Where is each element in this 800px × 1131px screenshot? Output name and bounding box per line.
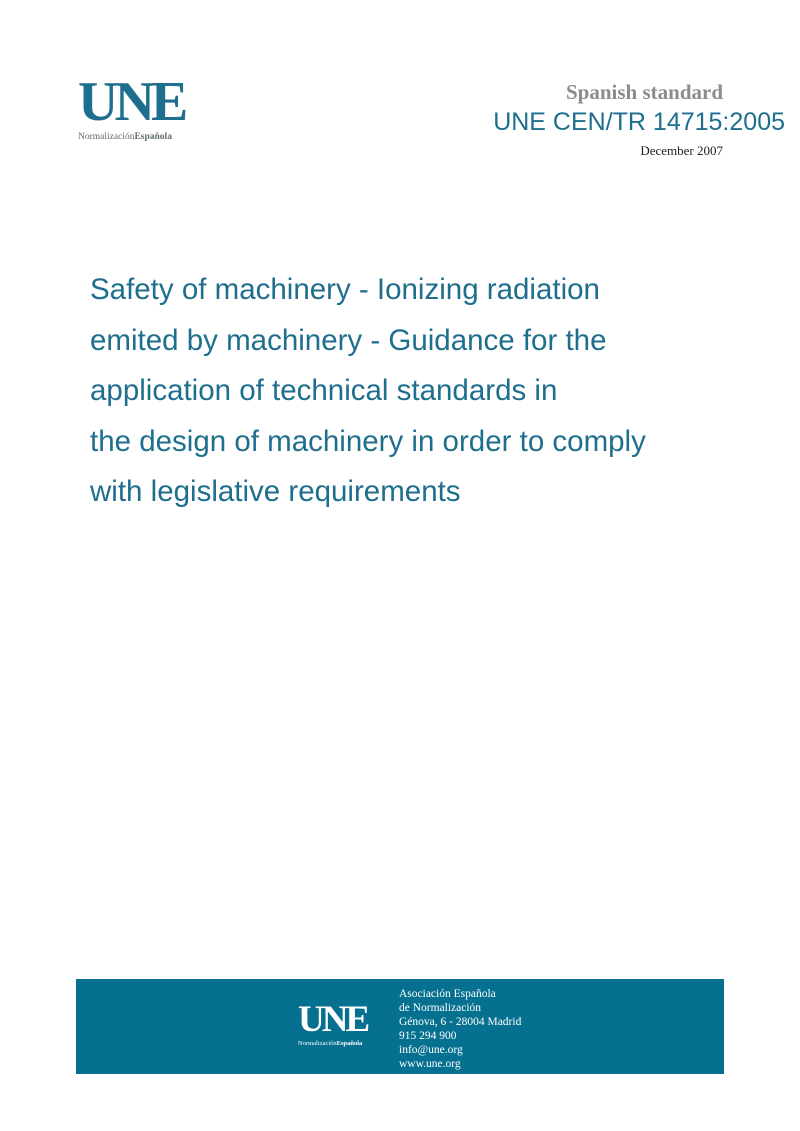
contact-info bbox=[399, 987, 521, 1071]
address: Génova, 6 - 28004 Madrid bbox=[399, 1016, 522, 1028]
une-logo bbox=[78, 71, 208, 142]
standard-code: UNE CEN/TR 14715:2005 bbox=[493, 108, 785, 136]
publication-date: December 2007 bbox=[640, 143, 723, 158]
title-line: emited by machinery - Guidance for the bbox=[90, 323, 607, 357]
footer-logo-mark: UNE bbox=[298, 999, 368, 1040]
footer-band bbox=[76, 979, 724, 1074]
title-line: application of technical standards in bbox=[90, 374, 558, 407]
une-logo-subtitle: NormalizaciónEspañola bbox=[78, 132, 172, 142]
title-line: the design of machinery in order to comply bbox=[90, 424, 646, 458]
website-link[interactable]: www.une.org bbox=[399, 1058, 461, 1070]
org-name-line: Asociación Española bbox=[399, 988, 496, 1000]
phone: 915 294 900 bbox=[399, 1030, 457, 1042]
standard-kind: Spanish standard bbox=[566, 80, 723, 104]
footer-une-logo bbox=[298, 1001, 367, 1047]
document-title bbox=[90, 265, 750, 518]
footer-logo-subtitle: NormalizaciónEspañola bbox=[298, 1040, 363, 1047]
title-line: Safety of machinery - Ionizing radiation bbox=[90, 273, 600, 306]
email-link[interactable]: info@une.org bbox=[399, 1044, 463, 1056]
une-logo-mark: UNE bbox=[78, 71, 185, 133]
org-name-line: de Normalización bbox=[399, 1002, 482, 1014]
title-line: with legislative requirements bbox=[90, 475, 461, 508]
